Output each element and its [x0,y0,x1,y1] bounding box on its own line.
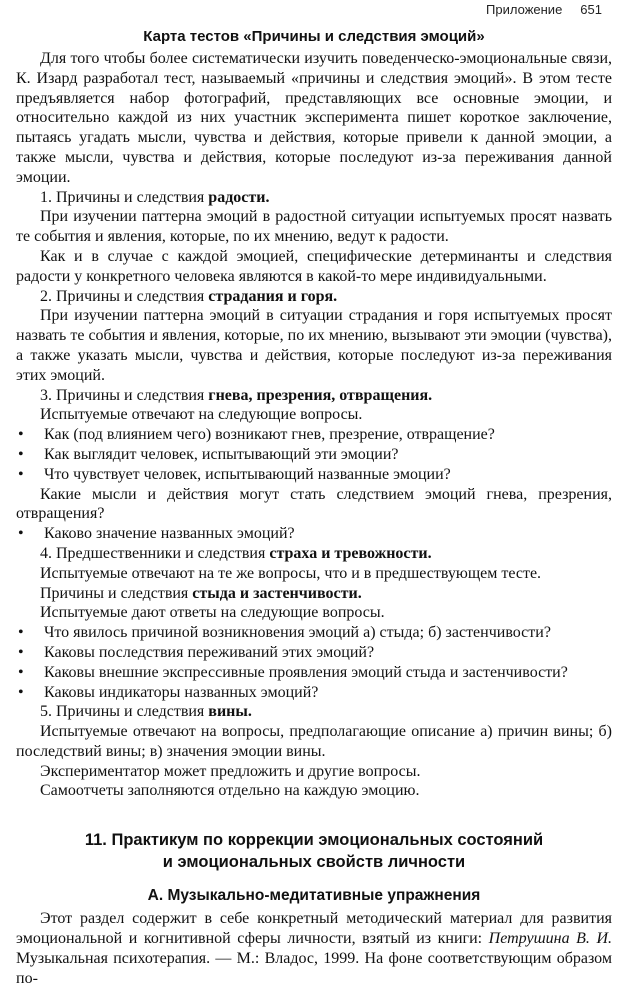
section-1-heading: 1. Причины и следствия радости. [40,188,270,206]
paragraph: Экспериментатор может предложить и другие вопросы. [40,762,421,780]
paragraph: При изучении паттерна эмоций в радостной ситуации испытуемых просят назвать те события и явления, которые, по их мнению, ведут к радости. [16,208,612,246]
chapter-subtitle: А. Музыкально-медитативные упражнения [147,887,481,905]
list-item: • Каковы индикаторы названных эмоций? [16,683,612,703]
book-author: Петрушина В. И. [488,930,613,948]
running-section-title: Приложение [486,2,563,17]
paragraph: Самоотчеты заполняются отдельно на каждую эмоцию. [40,782,420,800]
section-4-emphasis: страха и тревожности. [269,544,432,562]
page-header [486,2,602,17]
section-4-heading: 4. Предшественники и следствия страха и тревожности. [40,544,432,562]
chapter-body [16,909,612,988]
chapter-title: 11. Практикум по коррекции эмоциональных состояний и эмоциональных свойств личности [84,831,544,872]
paragraph: Какие мысли и действия могут стать следствием эмоций гнева, презрения, отвращения? [16,485,612,523]
section-5-heading: 5. Причины и следствия вины. [40,703,252,721]
section-4b-heading: Причины и следствия стыда и застенчивости. [40,584,362,602]
paragraph: Испытуемые отвечают на вопросы, предполагающие описание а) причин вины; б) последствий вины; в) значения эмоции вины. [16,723,612,760]
page-content [16,24,612,988]
list-item: • Каково значение названных эмоций? [16,524,612,544]
list-item: • Каковы последствия переживаний этих эмоций? [16,643,612,663]
section-2-heading: 2. Причины и следствия страдания и горя. [40,287,338,305]
section-3-heading: 3. Причины и следствия гнева, презрения, отвращения. [40,386,433,404]
paragraph: Испытуемые дают ответы на следующие вопросы. [40,604,385,622]
paragraph: Этот раздел содержит в себе конкретный методический материал для развития эмоциональной и когнитивной сферы личности, взятый из книги: Петрушина В. И. Музыкальная психотерапия. — М.: Владос, 1999. На фоне соответствующим образом по- [16,910,613,987]
section-5-emphasis: вины. [208,703,252,721]
list-item: • Каковы внешние экспрессивные проявления эмоций стыда и застенчивости? [16,663,612,683]
list-item: • Что явилось причиной возникновения эмоций а) стыда; б) застенчивости? [16,623,612,643]
list-item: • Как (под влиянием чего) возникают гнев, презрение, отвращение? [16,425,612,445]
paragraph: При изучении паттерна эмоций в ситуации страдания и горя испытуемых просят назвать те события и явления, которые, по их мнению, вызывают эти эмоции (чувства), а также указать мысли, чувства и действия, которые последуют из-за переживания этих эмоций. [16,307,612,384]
paragraph: Испытуемые отвечают на следующие вопросы. [40,406,363,424]
list-item: • Что чувствует человек, испытывающий названные эмоции? [16,465,612,485]
section-1-emphasis: радости. [208,188,270,206]
test-map-title: Карта тестов «Причины и следствия эмоций» [143,28,485,45]
section-4b-emphasis: стыда и застенчивости. [192,584,362,602]
list-item: • Как выглядит человек, испытывающий эти эмоции? [16,445,612,465]
paragraph: Как и в случае с каждой эмоцией, специфические детерминанты и следствия радости у конкретного человека являются в какой-то мере индивидуальными. [16,247,612,285]
test-map-body [16,49,612,801]
section-3-emphasis: гнева, презрения, отвращения. [208,386,433,404]
paragraph: Испытуемые отвечают на те же вопросы, что и в предшествующем тесте. [40,564,542,582]
intro-paragraph: Для того чтобы более систематически изучить поведенческо-эмоциональные связи, К. Изард разработал тест, называемый «причины и следствия эмоций». В этом тесте предъявляется набор фотографий, представляющих все основные эмоции, и относительно каждой из них участник эксперимента пишет короткое заключение, пытаясь угадать мысли, чувства и действия, которые привели к данной эмоции, а также мысли, чувства и действия, которые последуют из-за переживания данной эмоции. [16,50,612,186]
page-number: 651 [580,2,602,17]
section-2-emphasis: страдания и горя. [208,287,338,305]
